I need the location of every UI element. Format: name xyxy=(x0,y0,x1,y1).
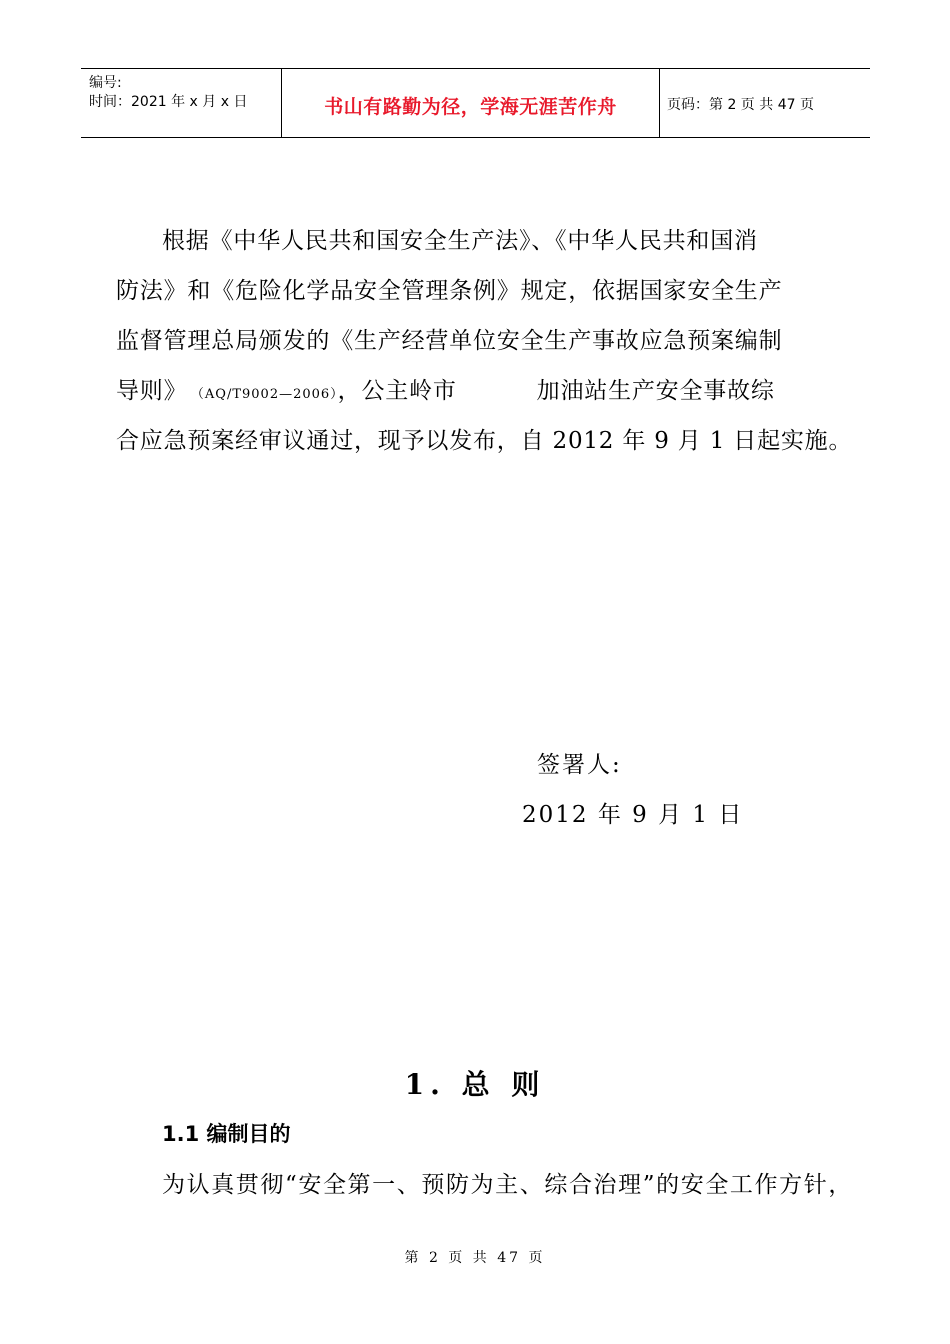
body-line-3: 监督管理总局颁发的《生产经营单位安全生产事故应急预案编制 xyxy=(116,328,783,354)
body-line-2: 防法》和《危险化学品安全管理条例》规定，依据国家安全生产 xyxy=(116,278,783,304)
standard-code: （AQ/T9002—2006） xyxy=(197,387,338,402)
body-line-5: 合应急预案经审议通过，现予以发布，自 2012 年 9 月 1 日起实施。 xyxy=(116,428,853,454)
subsection-heading: 1.1 编制目的 xyxy=(162,1122,291,1146)
body-line-4-c: 加油站生产安全事故综 xyxy=(536,378,775,404)
body-line-4 xyxy=(116,372,846,405)
header-page-cell xyxy=(659,69,870,137)
section-first-line: 为认真贯彻“安全第一、预防为主、综合治理”的安全工作方针， xyxy=(162,1172,853,1198)
signature-date: 2012 年 9 月 1 日 xyxy=(522,802,744,828)
header-motto-cell xyxy=(281,69,660,137)
header-meta-cell xyxy=(81,69,281,137)
page-header xyxy=(81,68,870,138)
motto-text: 书山有路勤为径，学海无涯苦作舟 xyxy=(324,96,617,118)
time-label: 时间：2021 年 x 月 x 日 xyxy=(89,94,248,110)
signature-label: 签署人: xyxy=(537,752,622,778)
body-line-1: 根据《中华人民共和国安全生产法》、《中华人民共和国消 xyxy=(162,228,758,254)
body-line-4-a: 导则》 xyxy=(116,378,188,404)
section-heading: 1. 总 则 xyxy=(404,1068,546,1101)
number-label: 编号: xyxy=(89,75,122,91)
page-info: 页码：第 2 页 共 47 页 xyxy=(667,97,814,113)
body-line-4-b: ，公主岭市 xyxy=(337,378,457,404)
page-footer: 第 2 页 共 47 页 xyxy=(404,1250,546,1266)
